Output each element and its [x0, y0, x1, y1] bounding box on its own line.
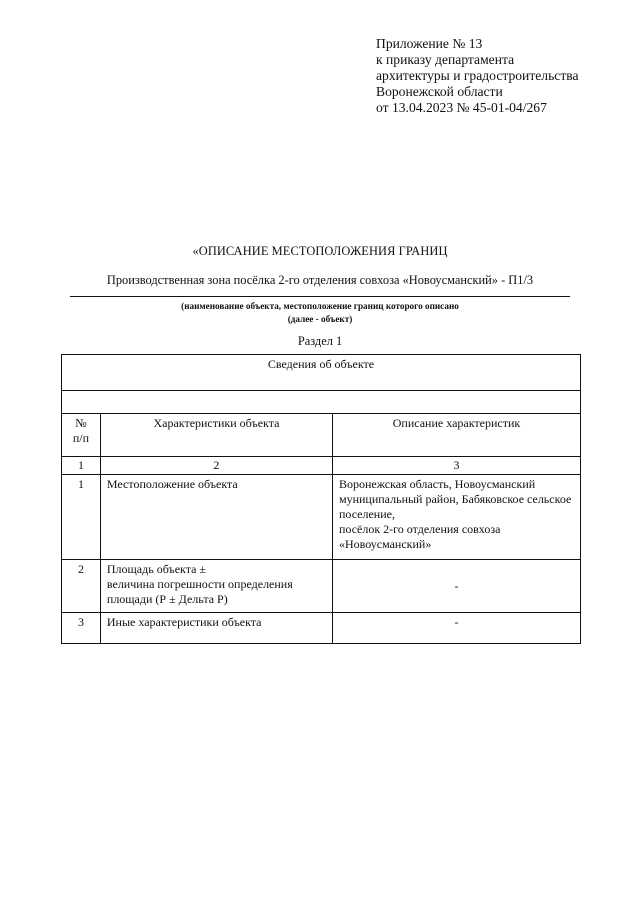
- row-characteristic: Местоположение объекта: [100, 475, 332, 560]
- header-characteristic: Характеристики объекта: [100, 414, 332, 457]
- appendix-line: к приказу департамента: [376, 52, 515, 67]
- caption-line: (далее - объект): [287, 314, 353, 324]
- row-description: Воронежская область, Новоусманский муниципальный район, Бабяковское сельское поселение, посёлок 2-го отделения совхоза «Новоусманский»: [332, 475, 580, 560]
- table-row: [62, 560, 581, 613]
- column-number-row: [62, 457, 581, 475]
- row-characteristic: Иные характеристики объекта: [100, 613, 332, 644]
- underline-rule: [70, 296, 570, 297]
- table-empty-row: [62, 391, 581, 414]
- appendix-block: [376, 36, 634, 116]
- object-caption: [0, 300, 640, 326]
- caption-line: (наименование объекта, местоположение границ которого описано: [181, 301, 459, 311]
- empty-cell: [62, 391, 581, 414]
- row-number: 3: [62, 613, 101, 644]
- table-header-row: [62, 414, 581, 457]
- document-title: «ОПИСАНИЕ МЕСТОПОЛОЖЕНИЯ ГРАНИЦ: [192, 244, 448, 258]
- header-description: Описание характеристик: [332, 414, 580, 457]
- table-row: [62, 475, 581, 560]
- appendix-line: от 13.04.2023 № 45-01-04/267: [376, 100, 547, 115]
- table-row: [62, 613, 581, 644]
- table-title-row: [62, 355, 581, 391]
- row-number: 2: [62, 560, 101, 613]
- header-number: № п/п: [62, 414, 101, 457]
- column-number: 1: [62, 457, 101, 475]
- row-characteristic: Площадь объекта ± величина погрешности определения площади (Р ± Дельта Р): [100, 560, 332, 613]
- section-heading: Раздел 1: [297, 334, 343, 348]
- object-info-table: [61, 354, 581, 644]
- row-description: -: [332, 560, 580, 613]
- object-name: Производственная зона посёлка 2-го отделения совхоза «Новоусманский» - П1/3: [106, 273, 534, 287]
- row-number: 1: [62, 475, 101, 560]
- row-description: -: [332, 613, 580, 644]
- appendix-line: Приложение № 13: [376, 36, 483, 51]
- column-number: 3: [332, 457, 580, 475]
- appendix-line: архитектуры и градостроительства: [376, 68, 579, 83]
- column-number: 2: [100, 457, 332, 475]
- appendix-line: Воронежской области: [376, 84, 503, 99]
- table-title: Сведения об объекте: [62, 355, 581, 391]
